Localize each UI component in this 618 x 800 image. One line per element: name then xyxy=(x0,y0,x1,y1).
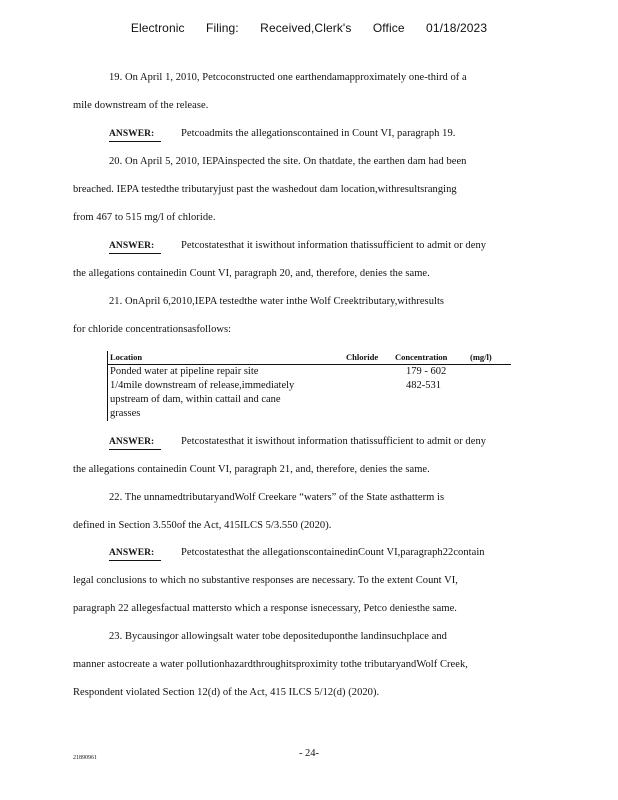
filing-header xyxy=(0,21,618,35)
para-21-line-1: 21. OnApril 6,2010,IEPA testedthe water inthe Wolf Creektributary,withresults xyxy=(109,296,445,307)
para-20-line-2: breached. IEPA testedthe tributaryjust past the washedout dam location,withresultsranging xyxy=(73,184,457,195)
header-date: 01/18/2023 xyxy=(426,21,488,35)
table-header-chloride: Chloride xyxy=(346,352,379,362)
para-22-line-2: defined in Section 3.550of the Act, 415ILCS 5/3.550 (2020). xyxy=(73,520,332,531)
table-row-2-location-line-1: 1/4mile downstream of release,immediately xyxy=(110,380,295,391)
answer-22-label: ANSWER: xyxy=(109,548,155,558)
para-20-line-1: 20. On April 5, 2010, IEPAinspected the site. On thatdate, the earthen dam had been xyxy=(109,156,467,167)
header-electronic: Electronic xyxy=(130,21,185,35)
header-received: Received,Clerk's xyxy=(260,21,352,35)
table-header-location: Location xyxy=(110,352,143,362)
answer-22-line-2: legal conclusions to which no substantive responses are necessary. To the extent Count VI, xyxy=(73,575,458,586)
answer-22-underline xyxy=(109,560,161,561)
table-row-2-value: 482-531 xyxy=(406,380,441,391)
answer-19-text: Petcoadmits the allegationscontained in Count VI, paragraph 19. xyxy=(181,128,456,139)
answer-21-line-2: the allegations containedin Count VI, paragraph 21, and, therefore, denies the same. xyxy=(73,464,430,475)
answer-20-text: Petcostatesthat it iswithout information thatissufficient to admit or deny xyxy=(181,240,487,251)
answer-21-underline xyxy=(109,449,161,450)
header-filing: Filing: xyxy=(206,21,239,35)
table-row-1-value: 179 - 602 xyxy=(406,366,447,377)
answer-22-line-3: paragraph 22 allegesfactual mattersto which a response isnecessary, Petco deniesthe same. xyxy=(73,603,457,614)
para-20-line-3: from 467 to 515 mg/l of chloride. xyxy=(73,212,216,223)
answer-21-label: ANSWER: xyxy=(109,437,155,447)
footer-page-number: - 24- xyxy=(298,748,320,759)
para-21-line-2: for chloride concentrationsasfollows: xyxy=(73,324,232,335)
table-row-1-location: Ponded water at pipeline repair site xyxy=(110,366,259,377)
para-19-line-2: mile downstream of the release. xyxy=(73,100,209,111)
table-left-rule xyxy=(107,351,108,421)
para-23-line-2: manner astocreate a water pollutionhazardthroughitsproximity tothe tributaryandWolf Creek, xyxy=(73,659,468,670)
answer-19-underline xyxy=(109,141,161,142)
table-header-rule xyxy=(108,364,511,365)
answer-21-text: Petcostatesthat it iswithout information thatissufficient to admit or deny xyxy=(181,436,487,447)
para-23-line-3: Respondent violated Section 12(d) of the Act, 415 ILCS 5/12(d) (2020). xyxy=(73,687,380,698)
table-row-2-location-line-3: grasses xyxy=(110,408,141,419)
table-header-concentration: Concentration xyxy=(395,352,448,362)
answer-20-label: ANSWER: xyxy=(109,241,155,251)
answer-20-line-2: the allegations containedin Count VI, paragraph 20, and, therefore, denies the same. xyxy=(73,268,430,279)
table-header-unit: (mg/l) xyxy=(470,352,492,362)
answer-20-underline xyxy=(109,253,161,254)
para-22-line-1: 22. The unnamedtributaryandWolf Creekare “waters” of the State asthatterm is xyxy=(109,492,445,503)
answer-19-label: ANSWER: xyxy=(109,129,155,139)
footer-document-id: 21890961 xyxy=(73,755,97,761)
para-19-line-1: 19. On April 1, 2010, Petcoconstructed one earthendamapproximately one-third of a xyxy=(109,72,467,83)
table-row-2-location-line-2: upstream of dam, within cattail and cane xyxy=(110,394,281,405)
para-23-line-1: 23. Bycausingor allowingsalt water tobe depositeduponthe landinsuchplace and xyxy=(109,631,447,642)
header-office: Office xyxy=(372,21,405,35)
answer-22-text: Petcostatesthat the allegationscontainedinCount VI,paragraph22contain xyxy=(181,547,485,558)
